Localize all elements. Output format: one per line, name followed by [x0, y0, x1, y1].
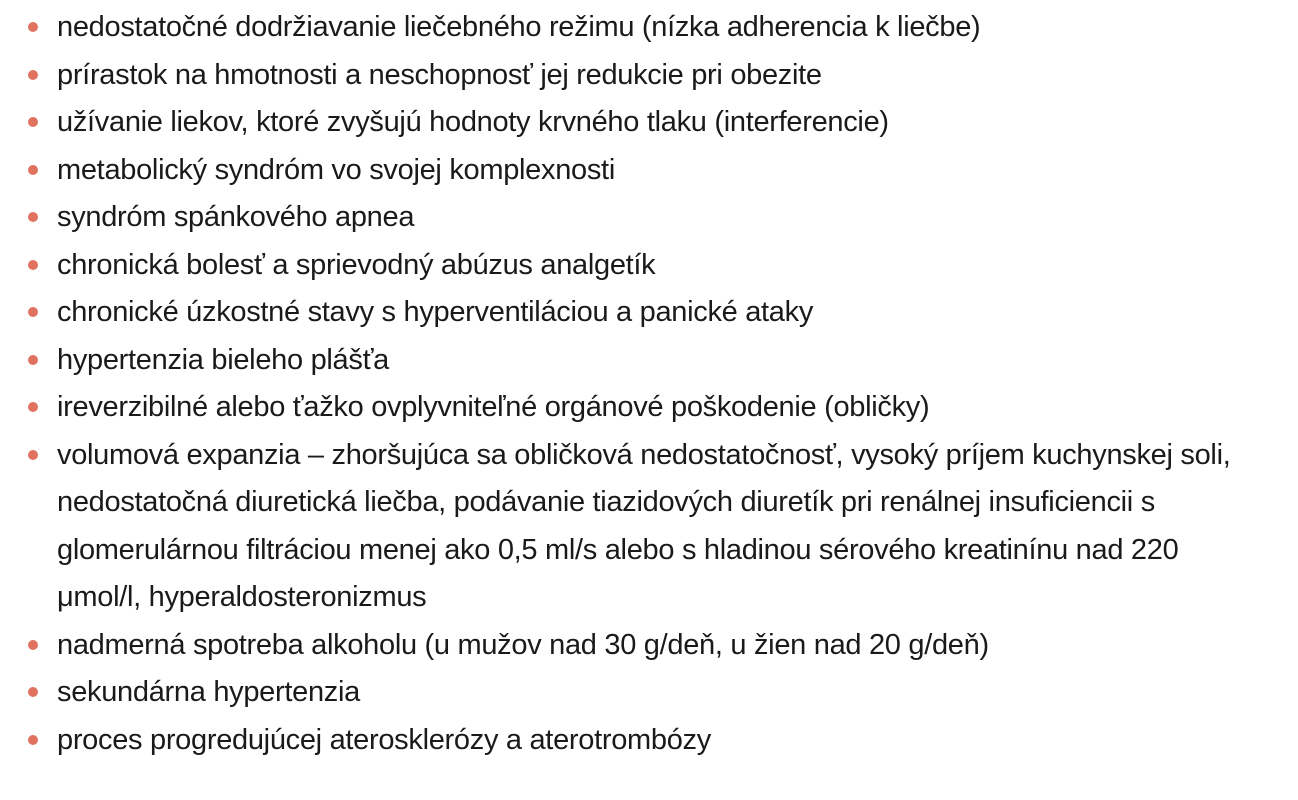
bullet-dot-icon	[28, 165, 38, 175]
list-item	[0, 4, 1298, 52]
list-item-text: užívanie liekov, ktoré zvyšujú hodnoty krvného tlaku (interferencie)	[57, 106, 889, 138]
list-item	[0, 337, 1298, 385]
list-item-text: ireverzibilné alebo ťažko ovplyvniteľné orgánové poškodenie (obličky)	[57, 391, 930, 423]
list-item-text: nadmerná spotreba alkoholu (u mužov nad 30 g/deň, u žien nad 20 g/deň)	[57, 628, 989, 661]
bullet-dot-icon	[28, 735, 38, 745]
list-item-text: prírastok na hmotnosti a neschopnosť jej redukcie pri obezite	[57, 58, 822, 91]
list-item-text: chronická bolesť a sprievodný abúzus analgetík	[57, 248, 656, 281]
list-item	[0, 289, 1298, 337]
document-page	[0, 4, 1298, 764]
list-item-text: syndróm spánkového apnea	[57, 201, 415, 233]
bullet-dot-icon	[28, 70, 38, 80]
list-item	[0, 717, 1298, 765]
bullet-dot-icon	[28, 687, 38, 697]
bullet-dot-icon	[28, 260, 38, 270]
list-item	[0, 52, 1298, 100]
bullet-dot-icon	[28, 22, 38, 32]
list-item-text: proces progredujúcej aterosklerózy a aterotrombózy	[57, 723, 711, 756]
list-item-text: hypertenzia bieleho plášťa	[57, 343, 389, 376]
list-item-text: nedostatočné dodržiavanie liečebného režimu (nízka adherencia k liečbe)	[57, 11, 981, 43]
list-item	[0, 384, 1298, 432]
list-item	[0, 622, 1298, 670]
bullet-list	[0, 4, 1298, 764]
list-item	[0, 242, 1298, 290]
bullet-dot-icon	[28, 117, 38, 127]
list-item	[0, 99, 1298, 147]
list-item-text: sekundárna hypertenzia	[57, 676, 360, 708]
list-item	[0, 194, 1298, 242]
bullet-dot-icon	[28, 640, 38, 650]
bullet-dot-icon	[28, 450, 38, 460]
list-item	[0, 147, 1298, 195]
bullet-dot-icon	[28, 402, 38, 412]
bullet-dot-icon	[28, 355, 38, 365]
list-item	[0, 432, 1298, 622]
list-item-text: volumová expanzia – zhoršujúca sa obličková nedostatočnosť, vysoký príjem kuchynskej soli, nedostatočná diuretická liečba, podávanie tiazidových diuretík pri renálnej insuficiencii s glomerulárnou filtráciou menej ako 0,5 ml/s alebo s hladinou sérového kreatinínu nad 220 μmol/l, hyperaldosteronizmus	[57, 438, 1231, 613]
list-item-text: chronické úzkostné stavy s hyperventiláciou a panické ataky	[57, 296, 814, 328]
list-item-text: metabolický syndróm vo svojej komplexnosti	[57, 153, 615, 186]
bullet-dot-icon	[28, 212, 38, 222]
bullet-dot-icon	[28, 307, 38, 317]
list-item	[0, 669, 1298, 717]
